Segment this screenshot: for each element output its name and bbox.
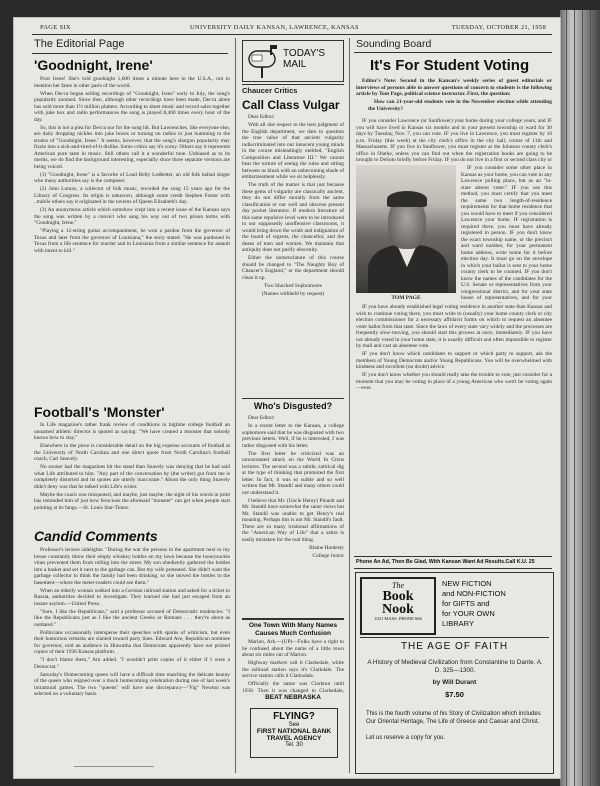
flying-ad [250, 708, 338, 758]
paragraph: IF you don't know which candidates to support or which party to support, ask the members of Young Democrats and/or Young Republicans. You will be overwhelmed with kindness and excellent (no doubt) advice. [356, 351, 552, 370]
book-nook-offer [442, 579, 548, 629]
paragraph: "Sure, I like the Republicans," said a professor accused of Democratic tendencies. "I like the Republicans just as I like the ancient Greeks or Romans . . . they're about as outdated." [34, 608, 230, 628]
paragraph: Poor Irene! She's told goodnight 1,600 times a minute here in the U.S.A., not to mention her fame in other parts of the world. [34, 76, 230, 89]
question: How can 21-year-old students vote in the November election while attending the University? [368, 99, 552, 112]
headline-whos-disgusted: Who's Disgusted? [253, 401, 333, 411]
book-nook-logo [360, 577, 436, 635]
column-rule [235, 38, 236, 773]
sounding-board-title: Sounding Board [356, 38, 432, 50]
paragraph: So, this is not a plea for Decca nor for the song hit. But Lawrencites, like everyone else, are daily dropping nickles into juke boxes or turning on radios or just humming to the strains of "Goodnight, Irene." It seems, however, that the song's shotgun popularity may fizzle into a sick-and-tired-of-it dislike. Some critics say it's corny. Others say it represents American pure taste in music. Still others call it a wonderful tune. Unbiased as to its merits, we do find the background interesting, especially since three separate versions are being voiced. [34, 124, 230, 170]
paragraph: Highway markers call it Clarkedale, while the railroad station says it's Clarkdale. The service station calls it Clarksdale. [242, 660, 344, 679]
headline-candid-comments: Candid Comments [34, 528, 158, 544]
paragraph: IF you consider some other place in Kansas as your home, you can vote in any Lawrence polling place, but as an "in-state absent voter." IF you use this method, you must certify that you meet the same two length-of-residence requirements for that home residence that you would have to meet if you considered Lawrence your home. IF registration is required there, you must have already registered in person. IF you don't know the exact township name, or the precinct and ward number, for your permanent home address, write home for it before election day. It must go on the envelope in which your ballot is sent to your home county clerk to be counted. IF you don't know the names of the candidates for the U.S. Senate or representatives from your congressional district, and for your state house of representatives, and for your [461, 165, 552, 301]
paragraph [34, 256, 230, 257]
offer-line: for GIFTS and [442, 599, 490, 608]
paragraph: Editor's Note: Second in the Kansan's weekly series of guest editorials or interviews of persons able to answer questions of concern to students is the following article by Tom Page, political science instructor. First, the question: [356, 78, 552, 97]
paragraph: No sooner had the magazines hit the stand than Snavely was denying that he had said what Life attributed to him. "Any part of the conversation by (the writer) got from me is completely distorted and its quotes are utterly inaccurate." About the only thing Snavely didn't deny was that he talked with Life's writer. [34, 464, 230, 490]
article-goodnight-irene [34, 76, 230, 256]
signature-note: College Junior [312, 552, 344, 559]
scan-artifact [74, 766, 154, 767]
voting-article-side [461, 165, 552, 303]
headline-student-voting: It's For Student Voting [370, 57, 530, 74]
paragraph: Marion, Ark.—(UP)—Folks have a right to be confused about the name of a little town about six miles out of Marion. [242, 639, 344, 658]
headline-call-class-vulgar: Call Class Vulgar [242, 98, 340, 112]
paragraph: I believe that Mr. (Uncle Henry) Pinault and Mr. Standil have somewhat the same views but Mr. Standil was unable to get Henry's real meaning. Perhaps this is not Mr. Standil's fault. There are so many irrational affirmations of the "American Way of Life" that a satire is easily mistaken for the real thing. [242, 497, 344, 543]
paragraph: Dear Editor: [248, 415, 275, 421]
signature-note: (Names withheld by request) [261, 290, 325, 297]
gutter-line [582, 10, 583, 786]
article-footballs-monster [34, 422, 230, 527]
todays-mail-title: TODAY'S MAIL [283, 48, 326, 70]
voting-article-bottom [356, 304, 552, 552]
paragraph: Officially the name was Clarkton until 1938. Then it was changed to Clarkedale, [242, 681, 344, 694]
photo-caption: TOM PAGE [391, 295, 421, 301]
paragraph: Politicians occasionally intersperse their speeches with sparks of witticism, but even their humorous remarks are slanted toward party lines. Edward Ave, Republican nominee for governor, told an audience in Hiawatha that Democrats apparently have not printed copies of their 1936 Kansas platform. [34, 629, 230, 655]
paragraph: Saturday's Homecoming queen will have a difficult time matching the delicate beauty of the queen who reigned over a mock homecoming celebration during one of last week's intramural games. The two "queens" will have one discrepancy—"Fig" Newton was selected on a voluntary basis. [34, 671, 230, 697]
header-rule [32, 34, 552, 35]
rule [360, 637, 549, 638]
book-author: by Will Durant [432, 679, 477, 686]
gutter-line [566, 10, 567, 786]
rule [354, 52, 552, 53]
story-one-town [242, 639, 344, 695]
paragraph: Maybe the coach was misquoted, and maybe, just maybe, the sight of his words in print has reminded him of just how ferocious the aforesaid "monster" can get when people start pointing at its fangs.—St. Louis Star-Times. [34, 491, 230, 511]
offer-line: for YOUR OWN [442, 609, 495, 618]
beat-nebraska: BEAT NEBRASKA [265, 694, 321, 701]
rule [242, 84, 344, 85]
offer-line: and NON-FICTION [442, 589, 506, 598]
letter-whos-disgusted [242, 415, 344, 615]
ad-agency: TRAVEL AGENCY [266, 735, 322, 742]
letter-call-class-vulgar [242, 114, 344, 366]
voting-article-top [356, 118, 552, 162]
book-description: A History of Medieval Civilization from Constantine to Dante. A. D. 325—1300. [367, 659, 543, 674]
logo-address: 1021 MASS. PHONE 666 [374, 616, 422, 621]
paragraph: (3) An anonymous article which somehow crept into a recent issue of the Kansan says the song was written by a convict who sang his way out of two prison terms with "Goodnight, Irene." [34, 207, 230, 226]
issue-date: TUESDAY, OCTOBER 21, 1958 [451, 24, 546, 31]
column-rule [349, 38, 350, 773]
headline-footballs-monster: Football's 'Monster' [34, 404, 165, 420]
section-title: The Editorial Page [34, 38, 125, 50]
book-note: This is the fourth volume of his Story of Civilization which includes Our Oriental Heritage, The Life of Greece and Caesar and Christ. [366, 711, 541, 725]
paragraph: The truth of the matter is that just because these gems of vulgarity are classically ancient, they do not differ morally from the same classification or our well and obscene present day pocket literature. If modern literature of this same repulsive level were to be introduced to our supposedly unoffensive classrooms, it would bring down the wrath and indignation of the board of regents, the chancellor, and the deans of men and women. We maintain that antiquity does not purify obscenity. [242, 182, 344, 253]
paragraph: IF you don't know whether you should really take the trouble to vote, just consider for a moment that you may be voting in place of a young American who won't be voting again—ever. [356, 372, 552, 391]
offer-line: LIBRARY [442, 619, 474, 628]
paragraph: Dear Editor: [248, 114, 275, 120]
tom-page-photo [356, 165, 456, 293]
book-price: $7.50 [445, 690, 464, 699]
headline-one-town: One Town With Many Names Causes Much Confusion [248, 622, 338, 637]
ad-headline: FLYING? [273, 711, 315, 722]
paragraph: When Decca began selling recordings of "Goodnight, Irene" early in July, the song's popularity zoomed. Since then, although other recordings have been made, Decca alone has sold more than 1½ million platters. According to sheet music and record sales together with juke box and radio performances the song is played 8,400 times every hour of the day. [34, 90, 230, 123]
paragraph: "Playing a 12-string guitar accompaniment, he won a pardon from the governor of Texas and later from the governor of Louisiana," the story stated. "He was pardoned in Texas from a life sentence for murder and in Louisiana from a similar sentence for assault with intent to kill." [34, 228, 230, 254]
letters-subhead: Chaucer Critics [242, 86, 298, 95]
ad-bank: FIRST NATIONAL BANK [256, 728, 332, 735]
signature: Blaine Hardesty [309, 544, 344, 551]
gutter-line [590, 10, 591, 786]
photo-hair [387, 191, 427, 207]
paragraph: Either the nomenclature of this course should be changed to "The Naughty Boy of Chaucer's England," or the department should clean it up. [242, 255, 344, 281]
ad-phone: Tel. 30 [285, 742, 303, 748]
paragraph: (1) "Goodnight, Irene" is a favorite of Lead Belly Ledbetter, an old folk ballad singer who many authorities say is the composer. [34, 171, 230, 184]
paragraph: In Life magazine's rather frank review of conditions in bigtime college football an unnamed athletic director is quoted as saying: "We have created a monster that nobody knows how to slay." [34, 422, 230, 441]
rule [242, 398, 344, 399]
ad-text: See [288, 722, 300, 728]
paragraph: The first letter he criticized was an unwarranted attack on the World In Crisis lectures. The second was a subtle, satirical dig at the type of thinking that promoted the first letter. In fact, it was so subtle and so well written that Mr. Standil and many others could not understand it. [242, 450, 344, 496]
book-cta: Let us reserve a copy for you. [366, 735, 446, 741]
todays-mail-logo [242, 40, 344, 82]
gutter-line [574, 10, 575, 786]
book-gutter [560, 10, 600, 786]
book-title: THE AGE OF FAITH [400, 641, 509, 652]
page-number: PAGE SIX [40, 24, 71, 31]
page-header [40, 24, 546, 34]
logo-word: Nook [382, 602, 414, 617]
paragraph: (2) John Lomax, a collector of folk music, recorded the song 15 years ago for the Library of Congress. Its origin is unknown, although some credit Stephen Foster with ..trabile others say it originated in the taverns of Queen Elizabeth's day. [34, 186, 230, 205]
paragraph: Elsewhere in the piece is considerable detail on the big expense accounts of football at the University of North Carolina and one direct quote from North Carolina's football coach, Carl Snavely. [34, 443, 230, 462]
paragraph: When an elderly woman walked into a German railroad station and asked for a ticket to Russia, authorities decided to investigate. They learned she had just escaped from an insane asylum.—United Press. [34, 587, 230, 607]
want-ad-banner: Phone An Ad, Then Be Glad, With Kansan Want Ad Results.Call K.U. 25 [356, 559, 535, 565]
paragraph: "I don't blame them," Arn added. "I wouldn't print copies of it either if I were a Democrat." [34, 657, 230, 670]
section-rule [32, 53, 228, 54]
offer-line: NEW FICTION [442, 579, 492, 588]
paragraph: Professor's lecture sidelights: "During the war the persons in the apartment next to my house constantly threw their empty whiskey bottles on my lawn because the honeysuckle vines prevented them from rolling into the street. My son obediently gathered the bottles into a basket and set it next to the garbage can. But my wife protested. She didn't want the garbage collector to think the family had been drinking, so she moved the bottles to the basement—where the meter-readers could see them." [34, 547, 230, 586]
paragraph: IF you consider Lawrence (or Sunflower) your home during your college years, and IF you will have lived in Kansas six months and in your present township or ward for 30 days by Tuesday, Nov. 7, you can vote. IF you live in Lawrence, you must register by 10 p.m. Friday (this week) at the city clerk's office in the city hall, corner of 11th and Massachusetts. IF you live in Sunflower, you must register at the Johnson county clerk's office in Olathe, unless you can find out when the registration books are going to be brought to DeSoto briefly before Friday. IF you do not live in a first or second class city or [356, 118, 552, 162]
logo-word: Book [382, 589, 414, 604]
rule [242, 618, 344, 620]
article-candid-comments [34, 547, 230, 773]
paragraph: IF you have already established legal voting residence in another state than Kansas and wish to continue voting there, you must write to (usually) your home county clerk or city election commissioner for a necessary affidavit forms on which to request an absentee voter ballot from that state. Since the laws of every state vary widely and the processes are frequently slow-moving, you should start this process at once, immediately. IF you have not already voted in your home state, it is usually difficult and often impossible to register by mail and cast an absentee vote. [356, 304, 552, 349]
signature: Two Shocked Sophomores [264, 282, 322, 289]
headline-goodnight-irene: 'Goodnight, Irene' [34, 57, 153, 73]
paper-name: UNIVERSITY DAILY KANSAN, LAWRENCE, KANSAS [190, 24, 359, 31]
rule [354, 568, 552, 569]
newspaper-page [14, 18, 560, 778]
logo-word: The [392, 581, 404, 590]
editors-note [356, 78, 552, 118]
book-nook-ad [355, 572, 554, 774]
paragraph: In a recent letter to the Kansan, a college sophomore said that he was disgusted with two previous letters. Well, if he is interested, I was rather disgusted with his letter. [242, 423, 344, 449]
paragraph: With all due respect to the best judgment of the English department, we dare to question the true value of that ancient vulgarity indiscriminated into our innocent young minds in the course misleadingly entitled, "English Composition and Literature III." We cannot bear the torture of seeing the rules and sitting between us blush with an unbecoming shade of embarrassment while we sit helplessly. [242, 122, 344, 180]
rule [354, 556, 552, 557]
